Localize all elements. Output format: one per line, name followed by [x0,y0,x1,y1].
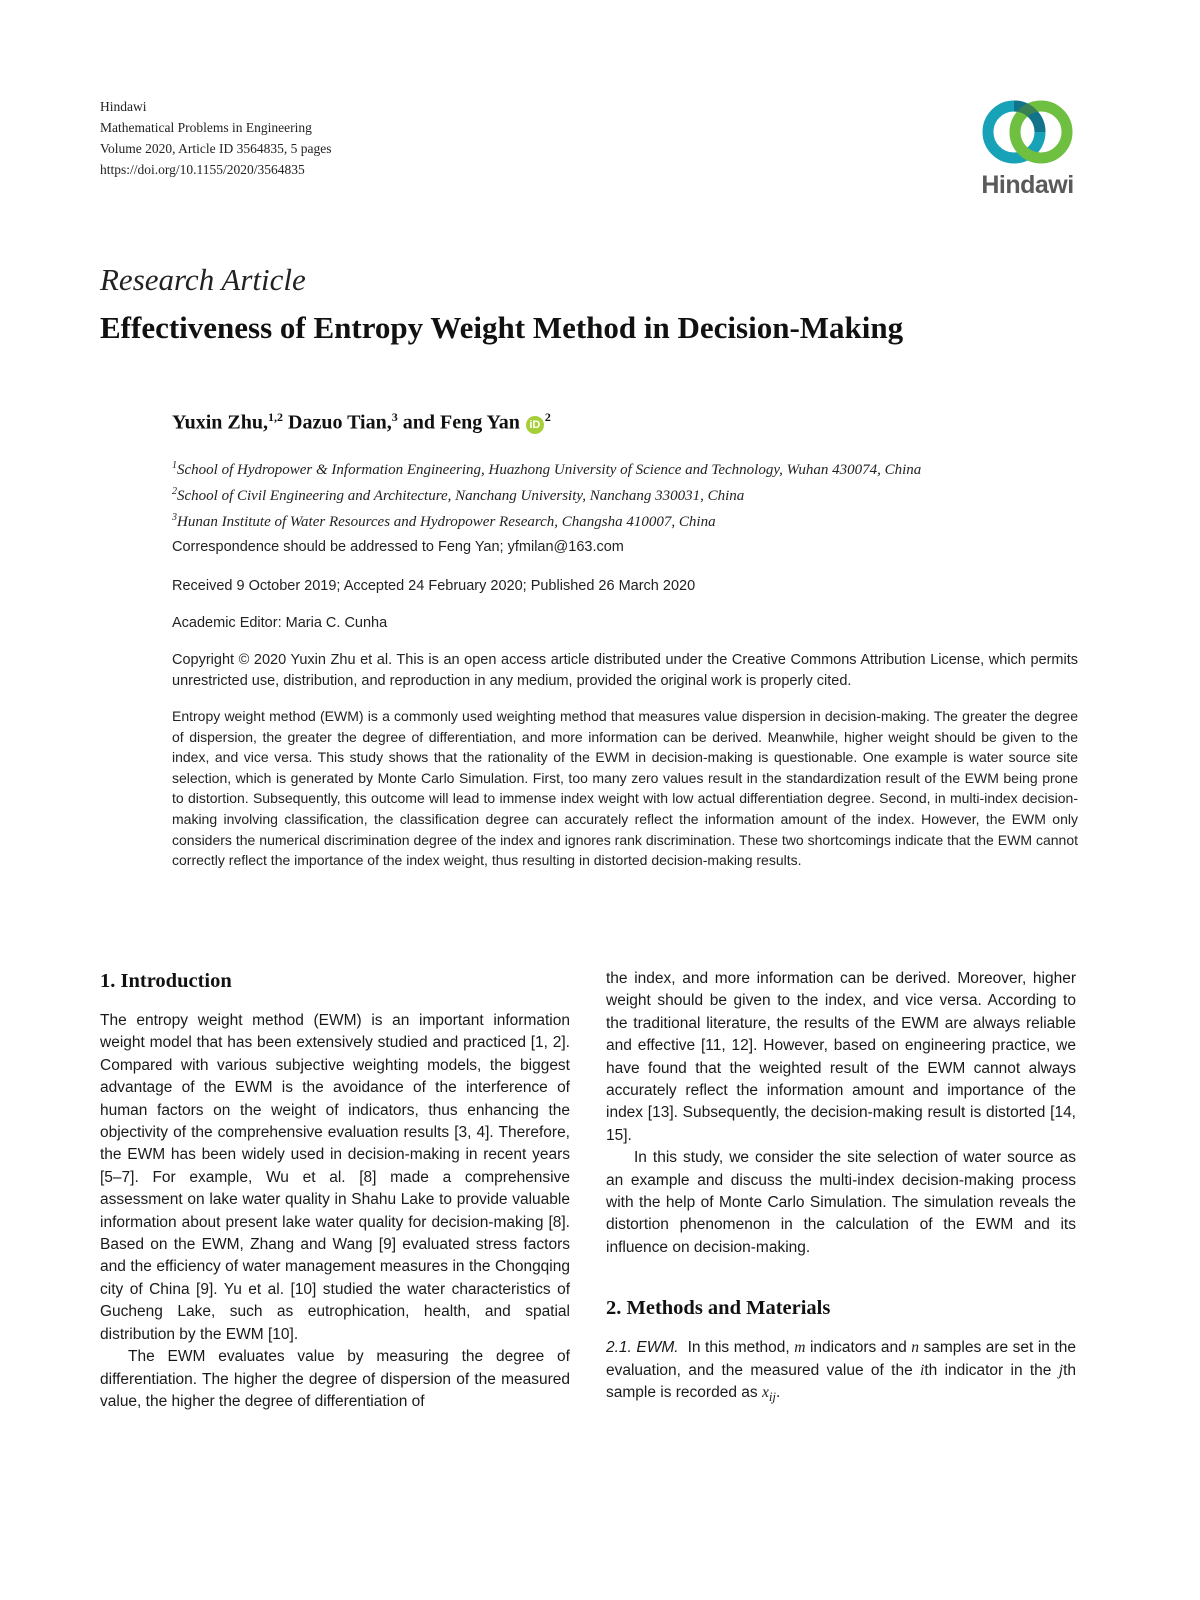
correspondence-note: Correspondence should be addressed to Feng Yan; yfmilan@163.com [172,539,624,555]
publication-dates: Received 9 October 2019; Accepted 24 February 2020; Published 26 March 2020 [172,578,696,594]
publisher-name: Hindawi [100,99,147,114]
section-heading-methods: 2. Methods and Materials [606,1297,831,1320]
right-column [606,968,1076,1409]
intro-paragraph-3: In this study, we consider the site selection of water source as an example and discuss the multi-index decision-making process with the help of Monte Carlo Simulation. The simulation reveals the distortion phenomenon in the calculation of the EWM and its influence on decision-making. [606,1149,1076,1256]
affiliation-line: $^3$Hunan Institute of Water Resources and Hydropower Research, Changsha 410007, China [172,512,716,530]
author-name: Dazuo Tian, [288,411,392,434]
left-column [100,968,570,1413]
author-name: and Feng Yan [402,411,520,434]
author-affil-sup: 1,2 [268,410,283,424]
affiliations [172,455,921,533]
abstract: Entropy weight method (EWM) is a commonly used weighting method that measures value dispersion in decision-making. The greater the degree of dispersion, the greater the degree of differentiation, and more information can be derived. Meanwhile, higher weight should be given to the index, and vice versa. This study shows that the rationality of the EWM in decision-making is questionable. One example is water source site selection, which is generated by Monte Carlo Simulation. First, too many zero values result in the standardization result of the EWM being prone to distortion. Subsequently, this outcome will lead to immense index weight with low actual differentiation degree. Second, in multi-index decision-making involving classification, the classification degree can accurately reflect the information amount of the index. However, the EWM only considers the numerical discrimination degree of the index and ignores rank discrimination. These two shortcomings indicate that the EWM cannot correctly reflect the importance of the index weight, thus resulting in distorted decision-making results. [172,708,1078,869]
doi-link[interactable]: https://doi.org/10.1155/2020/3564835 [100,162,305,177]
hindawi-rings-icon [970,96,1085,176]
subsection-heading-ewm: 2.1. EWM. [606,1339,679,1357]
affiliation-line: $^2$School of Civil Engineering and Architecture, Nanchang University, Nanchang 330031, China [172,486,745,504]
orcid-icon[interactable]: iD [526,416,544,434]
paper-title: Effectiveness of Entropy Weight Method in Decision-Making [100,310,904,345]
author-list [172,410,551,435]
intro-paragraph-2-continued: the index, and more information can be derived. Moreover, higher weight should be given to the index, and vice versa. According to the traditional literature, the results of the EWM are always reliable and effective [11, 12]. However, based on engineering practice, we have found that the weighted result of the EWM cannot always accurately reflect the information amount and importance of the index [13]. Subsequently, the decision-making result is distorted [14, 15]. [606,970,1076,1144]
copyright-notice: Copyright © 2020 Yuxin Zhu et al. This is an open access article distributed under the Creative Commons Attribution License, which permits unrestricted use, distribution, and reproduction in any medium, provided the original work is properly cited. [172,652,1078,689]
intro-paragraph-1: The entropy weight method (EWM) is an important information weight model that has been extensively studied and practiced [1, 2]. Compared with various subjective weighting models, the biggest advantage of the EWM is the avoidance of the interference of human factors on the weight of indicators, thus enhancing the objectivity of the comprehensive evaluation results [3, 4]. Therefore, the EWM has been widely used in decision-making in recent years [5–7]. For example, Wu et al. [8] made a comprehensive assessment on lake water quality in Shahu Lake to provide valuable information about present lake water quality for decision-making [8]. Based on the EWM, Zhang and Wang [9] evaluated stress factors and the efficiency of water management measures in the Chongqing city of China [9]. Yu et al. [10] studied the water characteristics of Gucheng Lake, such as eutrophication, health, and spatial distribution by the EWM [10]. [100,1012,570,1343]
section-heading-introduction: 1. Introduction [100,970,232,992]
volume-info: Volume 2020, Article ID 3564835, 5 pages [100,141,332,156]
academic-editor: Academic Editor: Maria C. Cunha [172,615,388,631]
affiliation-line: $^1$School of Hydropower & Information Engineering, Huazhong University of Science and Technology, Wuhan 430074, China [172,460,922,478]
journal-header [100,96,500,180]
intro-paragraph-2: The EWM evaluates value by measuring the degree of differentiation. The higher the degree of dispersion of the measured value, the higher the degree of differentiation of [100,1348,570,1410]
hindawi-wordmark: Hindawi [981,171,1074,199]
methods-paragraph: 2.1. EWM. In this method, m indicators and n samples are set in the evaluation, and the measured value of the ith indicator in the jth sample is recorded as $x_{ij}$. [606,1339,1077,1405]
author-affil-sup: 3 [391,410,398,424]
hindawi-logo [970,96,1085,201]
author-name: Yuxin Zhu, [172,411,268,434]
article-type: Research Article [100,262,306,297]
author-affil-sup: 2 [544,410,551,424]
journal-name: Mathematical Problems in Engineering [100,120,312,135]
